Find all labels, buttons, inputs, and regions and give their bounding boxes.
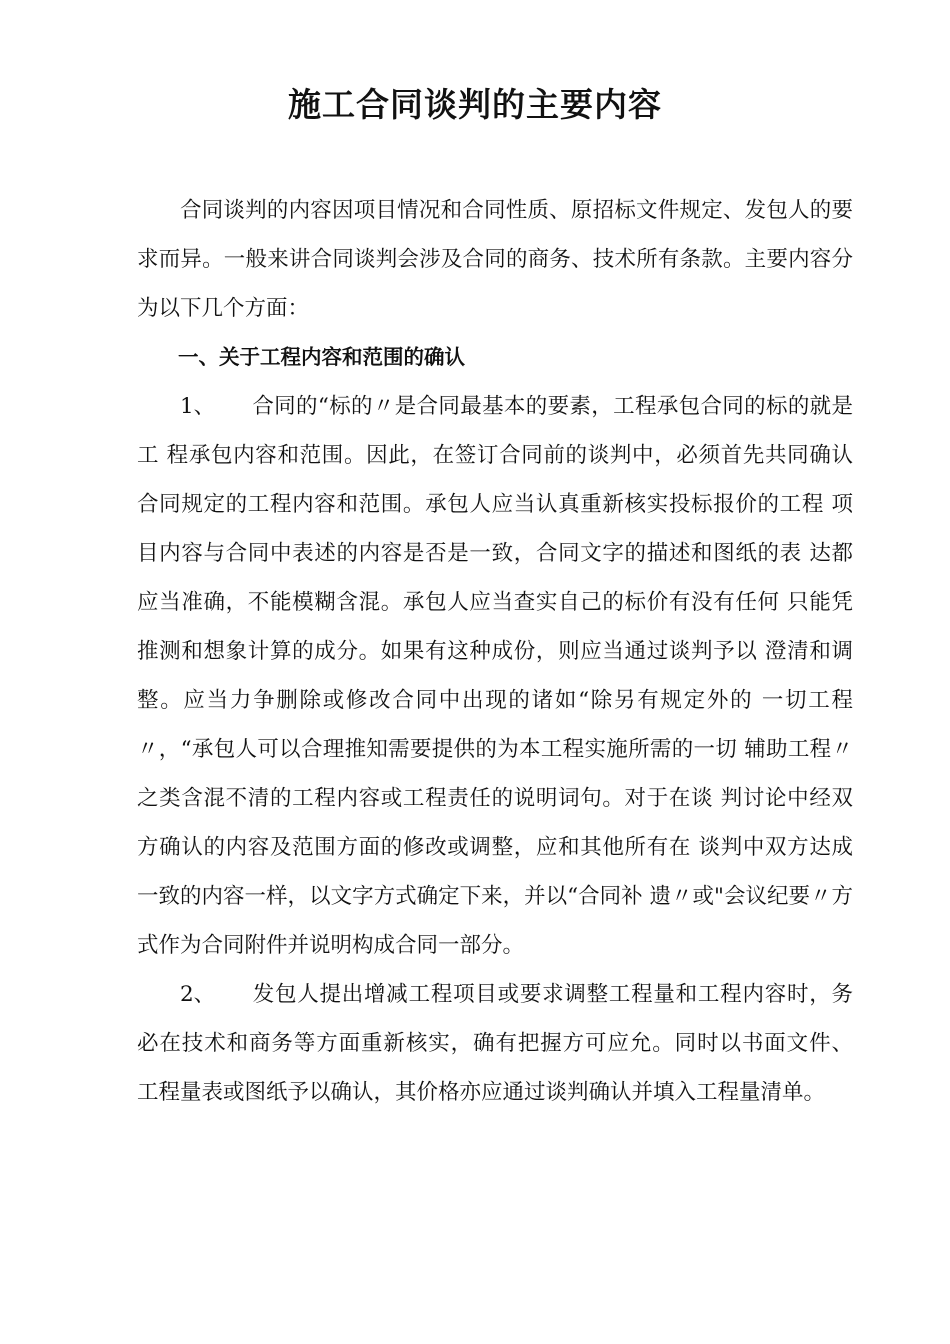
item-text: 发包人提出增减工程项目或要求调整工程量和工程内容时，务 必在技术和商务等方面重新核实，确有把握方可应允。同时以书面文件、 工程量表或图纸予以确认，其价格亦应通过谈判确认并填入工程量清单。	[137, 982, 853, 1105]
document-title: 施工合同谈判的主要内容	[288, 85, 662, 124]
list-item	[137, 382, 853, 970]
item-number: 1、	[180, 394, 216, 419]
item-text: 合同的“标的〃是合同最基本的要素，工程承包合同的标的就是工 程承包内容和范围。因此，在签订合同前的谈判中，必须首先共同确认 合同规定的工程内容和范围。承包人应当认真重新核实投标报价的工程 项目内容与合同中表述的内容是否是一致，合同文字的描述和图纸的表 达都应当准确，不能模糊含混。承包人应当查实自己的标价有没有任何 只能凭推测和想象计算的成分。如果有这种成份，则应当通过谈判予以 澄清和调整。应当力争删除或修改合同中出现的诸如“除另有规定外的 一切工程〃，“承包人可以合理推知需要提供的为本工程实施所需的一切 辅助工程〃之类含混不清的工程内容或工程责任的说明词句。对于在谈 判讨论中经双方确认的内容及范围方面的修改或调整，应和其他所有在 谈判中双方达成一致的内容一样，以文字方式确定下来，并以“合同补 遗〃或"会议纪要〃方式作为合同附件并说明构成合同一部分。	[137, 394, 853, 958]
item-number: 2、	[180, 982, 216, 1007]
intro-paragraph: 合同谈判的内容因项目情况和合同性质、原招标文件规定、发包人的要求而异。一般来讲合同谈判会涉及合同的商务、技术所有条款。主要内容分为以下几个方面：	[137, 198, 853, 321]
document-body	[137, 186, 853, 1117]
section-heading: 一、关于工程内容和范围的确认	[178, 345, 465, 369]
list-item	[137, 970, 853, 1117]
